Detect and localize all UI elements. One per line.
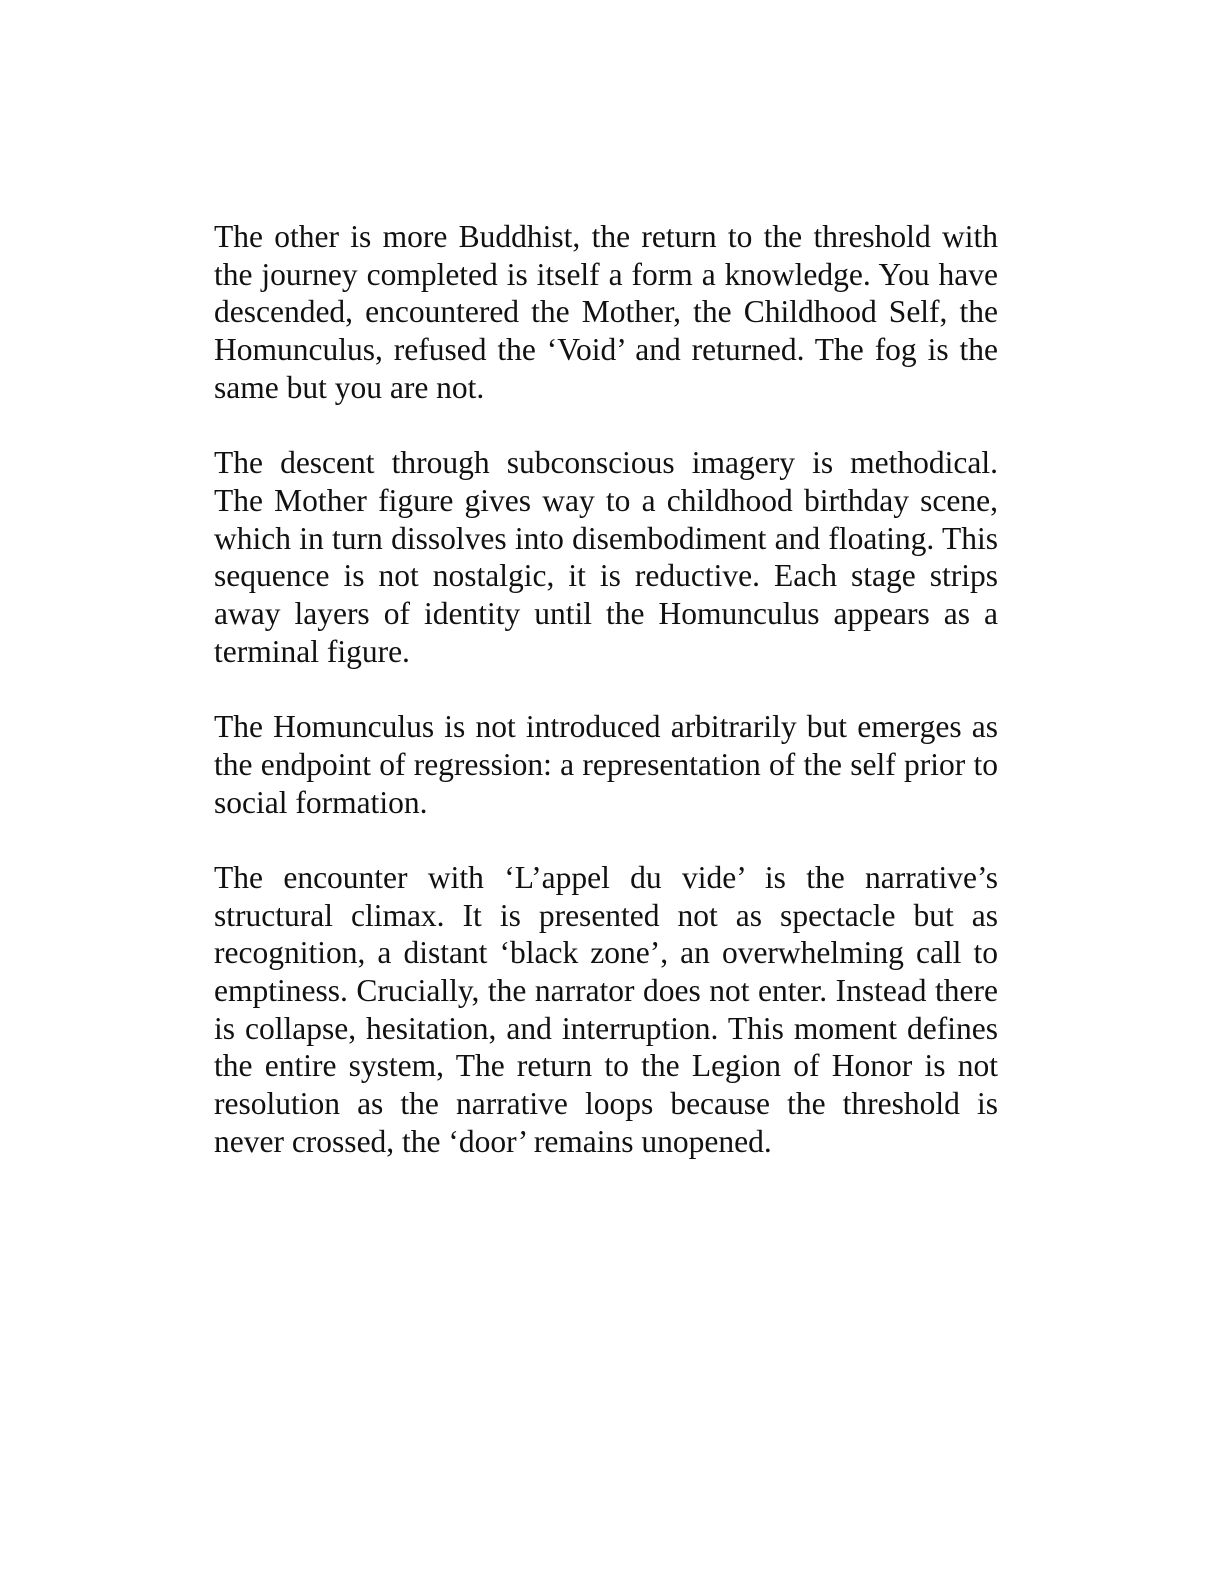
paragraph-descent: The descent through subconscious imagery is methodical. The Mother figure gives way to a childhood birthday scene, which in turn dissolves into disembodiment and floating. This sequence is not nostalgic, it is reductive. Each stage strips away layers of identity until the Homunculus appears as a terminal figure. [214, 445, 998, 669]
paragraph-appel-du-vide: The encounter with ‘L’appel du vide’ is the narrative’s structural climax. It is presented not as spectacle but as recognition, a distant ‘black zone’, an overwhelming call to emptiness. Crucially, the narrator does not enter. Instead there is collapse, hesitation, and interruption. This moment defines the entire system, The return to the Legion of Honor is not resolution as the narrative loops because the threshold is never crossed, the ‘door’ remains unopened. [214, 859, 998, 1159]
paragraph-buddhist-return: The other is more Buddhist, the return to the threshold with the journey completed is itself a form a knowledge. You have descended, encountered the Mother, the Childhood Self, the Homunculus, refused the ‘Void’ and returned. The fog is the same but you are not. [214, 219, 998, 405]
body-text [214, 218, 998, 1161]
paragraph-homunculus: The Homunculus is not introduced arbitrarily but emerges as the endpoint of regression: a representation of the self prior to social formation. [214, 709, 998, 820]
